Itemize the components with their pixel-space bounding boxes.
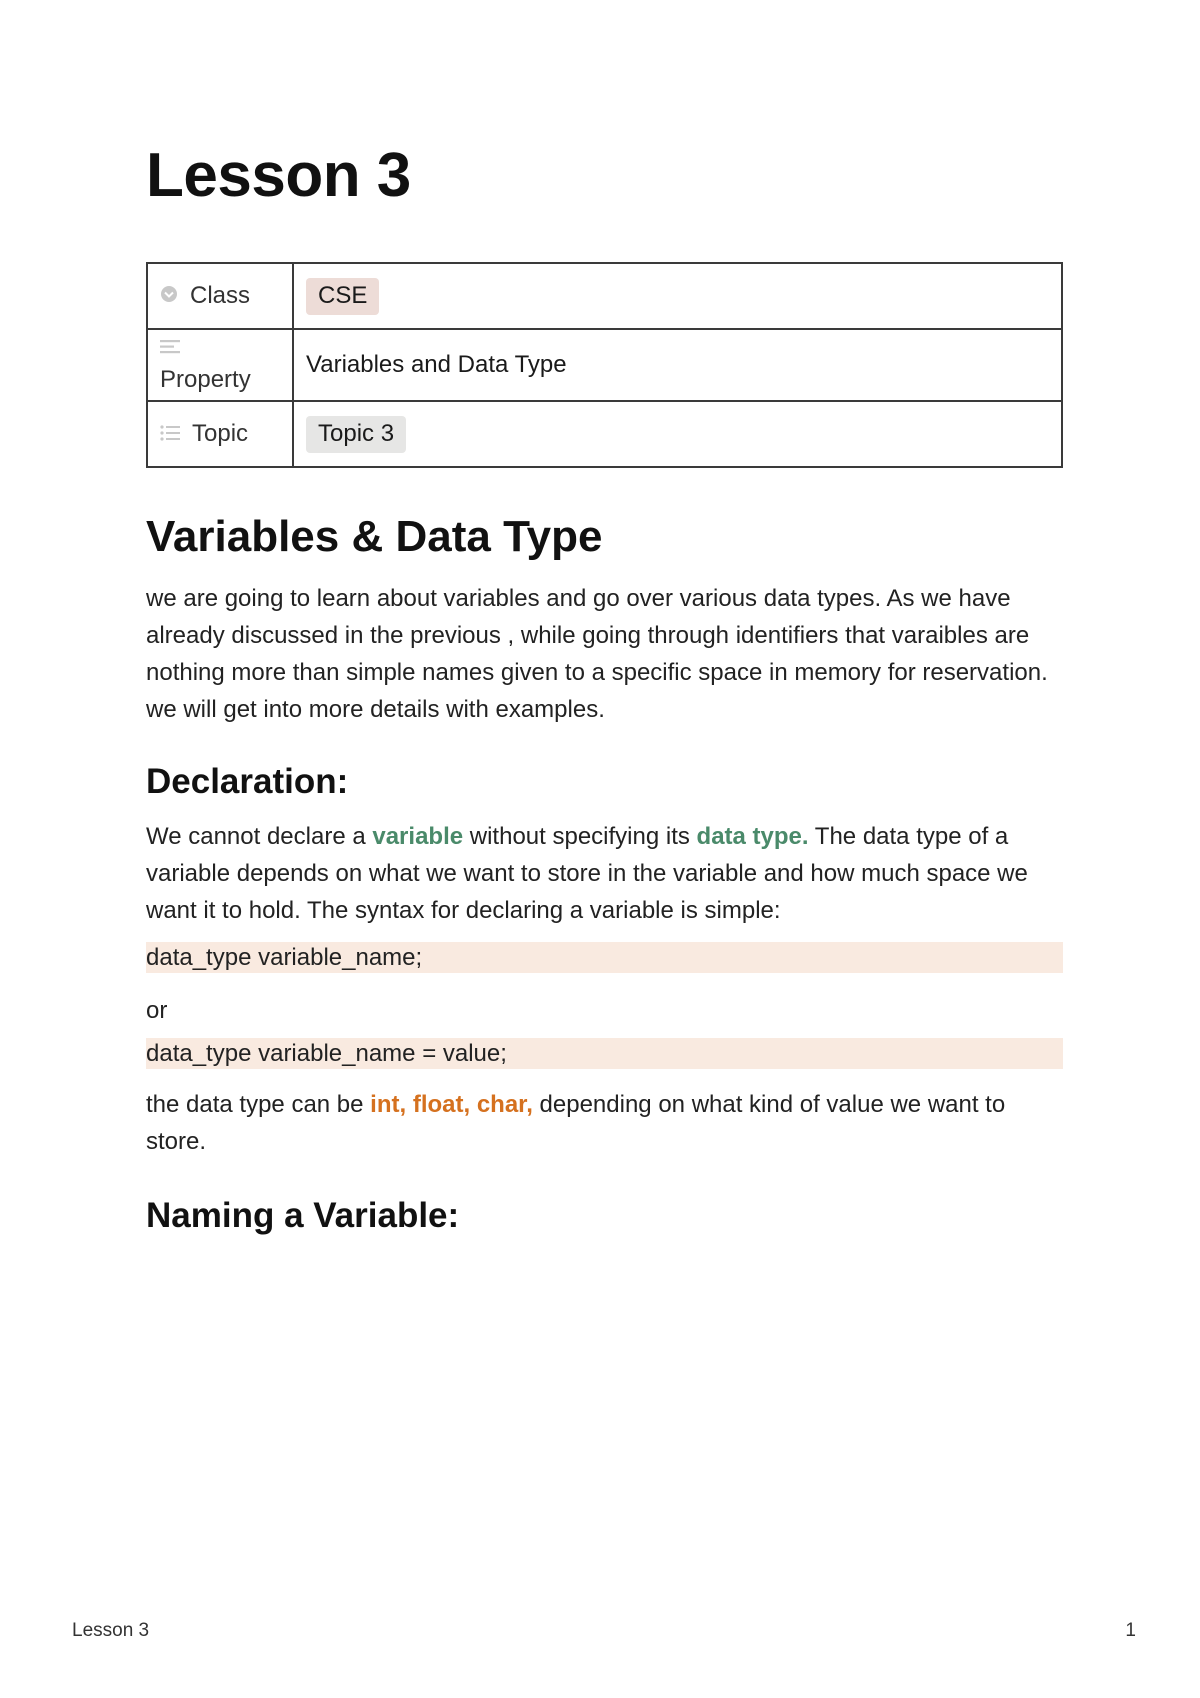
text-span: We cannot declare a (146, 823, 373, 850)
property-key-topic (147, 401, 293, 467)
intro-paragraph: we are going to learn about variables and go over various data types. As we have already discussed in the previous , while going through identifiers that varaibles are nothing more than simple names given to a specific space in memory for reservation. we will get into more details with examples. (146, 585, 1048, 723)
highlight-data-type: data type. (696, 823, 809, 850)
section-heading-declaration: Declaration: (146, 762, 349, 801)
class-tag[interactable]: CSE (306, 278, 379, 315)
list-icon (160, 420, 180, 448)
property-value-topic[interactable] (293, 401, 1062, 467)
data-types-paragraph (146, 1086, 1066, 1160)
property-key-label: Property (160, 366, 251, 393)
topic-tag[interactable]: Topic 3 (306, 416, 406, 453)
highlight-types: int, float, char, (370, 1091, 533, 1118)
property-key-label: Class (190, 282, 251, 309)
property-key-class (147, 263, 293, 329)
property-value-property[interactable]: Variables and Data Type (293, 329, 1062, 401)
page-number: 1 (1125, 1620, 1136, 1641)
text-span: the data type can be (146, 1091, 371, 1118)
footer-title: Lesson 3 (72, 1620, 150, 1641)
property-row-property (147, 329, 1062, 401)
page-title: Lesson 3 (146, 141, 411, 210)
or-text: or (146, 997, 168, 1024)
property-key-label: Topic (192, 420, 249, 447)
section-heading-variables: Variables & Data Type (146, 512, 603, 561)
highlight-variable: variable (372, 823, 464, 850)
code-block-declaration: data_type variable_name; (146, 942, 1063, 973)
property-value-class[interactable] (293, 263, 1062, 329)
section-heading-naming: Naming a Variable: (146, 1196, 460, 1235)
property-row-class (147, 263, 1062, 329)
text-lines-icon (160, 336, 182, 364)
declaration-paragraph (146, 818, 1066, 929)
text-span: depending on what kind of value we want to store. (146, 1091, 1006, 1155)
code-block-initialization: data_type variable_name = value; (146, 1038, 1063, 1069)
chevron-down-circle-icon (160, 282, 178, 310)
property-key-property (147, 329, 293, 401)
properties-table (146, 262, 1063, 468)
text-span: The data type of a variable depends on what we want to store in the variable and how much space we want it to hold. The syntax for declaring a variable is simple: (146, 823, 1028, 924)
text-span: without specifying its (463, 823, 697, 850)
property-row-topic (147, 401, 1062, 467)
